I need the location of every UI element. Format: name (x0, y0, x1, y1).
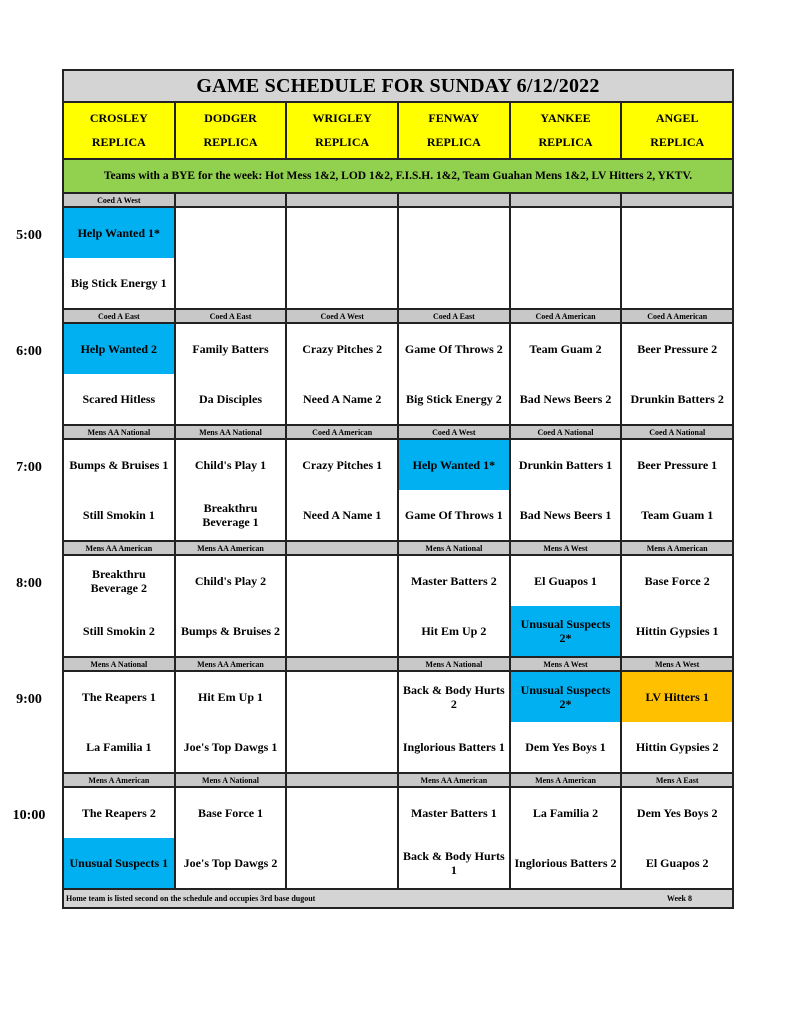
home-team: Team Guam 1 (641, 508, 714, 522)
game-cell (64, 208, 176, 308)
game-cell (287, 208, 399, 308)
time-label: 8:00 (16, 575, 42, 591)
away-team: Master Batters 1 (410, 806, 497, 820)
game-cell (287, 788, 399, 888)
time-slots (64, 194, 732, 890)
game-slot-row (64, 672, 732, 774)
away-team (287, 208, 397, 258)
field-header-angel (622, 103, 732, 158)
home-team-note: Home team is listed second on the schedule and occupies 3rd base dugout (66, 894, 316, 903)
game-cell (176, 324, 288, 424)
home-team: Unusual Suspects 1 (64, 838, 174, 888)
away-team: Crazy Pitches 1 (302, 458, 383, 472)
division-row (64, 658, 732, 672)
division-label (287, 774, 399, 786)
home-team (287, 838, 397, 888)
away-team: Base Force 2 (644, 574, 710, 588)
game-cell (287, 672, 399, 772)
division-label: Mens A West (655, 659, 700, 669)
division-label (176, 194, 288, 206)
game-cell (622, 208, 732, 308)
away-team (287, 788, 397, 838)
home-team: El Guapos 2 (645, 856, 709, 870)
game-cell (622, 440, 732, 540)
away-team: Child's Play 1 (194, 458, 267, 472)
field-name: ANGEL (655, 111, 699, 126)
division-label: Mens AA American (64, 542, 176, 554)
home-team: Inglorious Batters 2 (514, 856, 617, 870)
division-label: Mens A National (64, 658, 176, 670)
division-label: Mens AA American (399, 774, 511, 786)
home-team: Dem Yes Boys 1 (525, 740, 606, 754)
home-team (622, 258, 732, 308)
game-cell (511, 788, 623, 888)
game-cell (176, 672, 288, 772)
division-label: Mens A National (399, 542, 511, 554)
away-team: Bumps & Bruises 1 (69, 458, 169, 472)
away-team: The Reapers 2 (81, 806, 156, 820)
game-slot-row (64, 788, 732, 890)
game-cell (176, 440, 288, 540)
field-type: REPLICA (203, 134, 258, 149)
game-cell (399, 208, 511, 308)
home-team: Breakthru Beverage 1 (202, 501, 259, 529)
game-cell (511, 324, 623, 424)
away-team: Team Guam 2 (529, 342, 602, 356)
field-type: REPLICA (315, 134, 370, 149)
schedule-title: GAME SCHEDULE FOR SUNDAY 6/12/2022 (64, 71, 732, 103)
division-label: Coed A National (649, 427, 706, 437)
division-row (64, 310, 732, 324)
home-team: Unusual Suspects 2* (511, 606, 621, 656)
division-label (511, 194, 623, 206)
time-label: 7:00 (16, 459, 42, 475)
game-cell (287, 324, 399, 424)
game-cell (511, 440, 623, 540)
home-team: Back & Body Hurts 1 (403, 849, 505, 877)
away-team: Beer Pressure 2 (637, 342, 718, 356)
away-team: Child's Play 2 (194, 574, 267, 588)
division-label: Mens A American (511, 774, 623, 786)
home-team: Joe's Top Dawgs 1 (183, 740, 278, 754)
division-row (64, 542, 732, 556)
field-header-yankee (511, 103, 623, 158)
division-label: Coed A American (511, 310, 623, 322)
game-cell (64, 556, 176, 656)
away-team (287, 556, 397, 606)
home-team: Drunkin Batters 2 (630, 392, 724, 406)
game-cell (399, 324, 511, 424)
home-team: Hittin Gypsies 1 (635, 624, 719, 638)
field-header-fenway (399, 103, 511, 158)
division-label: Mens A National (176, 774, 288, 786)
division-label: Mens A National (399, 658, 511, 670)
division-label (287, 194, 399, 206)
division-label: Mens A American (646, 543, 708, 553)
division-label: Mens A West (511, 542, 623, 554)
division-label: Mens AA National (64, 426, 176, 438)
division-label: Coed A East (399, 310, 511, 322)
field-type: REPLICA (426, 134, 481, 149)
division-label: Coed A West (64, 194, 176, 206)
home-team (287, 606, 397, 656)
division-label: Coed A American (647, 311, 708, 321)
away-team: LV Hitters 1 (622, 672, 732, 722)
field-type: REPLICA (538, 134, 593, 149)
division-label (622, 194, 732, 206)
home-team: Game Of Throws 1 (404, 508, 503, 522)
division-label: Coed A East (176, 310, 288, 322)
away-team: Family Batters (192, 342, 269, 356)
time-label: 5:00 (16, 227, 42, 243)
away-team: Base Force 1 (197, 806, 264, 820)
division-label: Mens A West (511, 658, 623, 670)
game-cell (511, 556, 623, 656)
game-cell (399, 440, 511, 540)
game-slot-row (64, 440, 732, 542)
division-label: Mens A East (655, 775, 699, 785)
field-name: DODGER (204, 111, 257, 126)
division-label: Mens AA American (176, 658, 288, 670)
home-team: Joe's Top Dawgs 2 (183, 856, 278, 870)
home-team: Bad News Beers 1 (519, 508, 612, 522)
away-team (622, 208, 732, 258)
field-header-row (64, 103, 732, 160)
away-team: Breakthru Beverage 2 (90, 567, 147, 595)
division-row (64, 426, 732, 440)
home-team: Still Smokin 2 (82, 624, 155, 638)
home-team: Need A Name 2 (303, 392, 382, 406)
field-type: REPLICA (650, 134, 705, 149)
field-type: REPLICA (91, 134, 146, 149)
division-label: Coed A American (287, 426, 399, 438)
game-cell (64, 324, 176, 424)
field-header-wrigley (287, 103, 399, 158)
away-team: Help Wanted 1* (399, 440, 509, 490)
away-team: Help Wanted 2 (64, 324, 174, 374)
away-team: Help Wanted 1* (64, 208, 174, 258)
time-label: 9:00 (16, 691, 42, 707)
game-cell (64, 672, 176, 772)
field-header-crosley (64, 103, 176, 158)
division-label: Mens A American (64, 774, 176, 786)
game-cell (622, 556, 732, 656)
game-cell (622, 788, 732, 888)
game-cell (64, 440, 176, 540)
away-team: Game Of Throws 2 (404, 342, 503, 356)
division-label: Mens AA National (176, 426, 288, 438)
game-slot-row (64, 556, 732, 658)
game-cell (176, 788, 288, 888)
time-label: 6:00 (16, 343, 42, 359)
home-team: Hittin Gypsies 2 (635, 740, 719, 754)
game-cell (622, 324, 732, 424)
away-team: Back & Body Hurts 2 (403, 683, 505, 711)
home-team: La Familia 1 (86, 740, 152, 754)
home-team: Bad News Beers 2 (519, 392, 612, 406)
away-team: Dem Yes Boys 2 (636, 806, 718, 820)
home-team (176, 258, 286, 308)
away-team (511, 208, 621, 258)
division-label (287, 542, 399, 554)
home-team: Inglorious Batters 1 (402, 740, 505, 754)
game-cell (64, 788, 176, 888)
away-team: El Guapos 1 (534, 574, 597, 588)
home-team: Still Smokin 1 (82, 508, 155, 522)
game-cell (511, 208, 623, 308)
field-name: FENWAY (428, 111, 480, 126)
home-team: Need A Name 1 (303, 508, 382, 522)
week-label: Week 8 (666, 894, 692, 903)
home-team: Big Stick Energy 2 (406, 392, 502, 406)
footer-bar (64, 890, 732, 907)
division-row (64, 194, 732, 208)
division-label: Mens AA American (176, 542, 288, 554)
away-team: Drunkin Batters 1 (518, 458, 613, 472)
home-team: Scared Hitless (82, 392, 156, 406)
game-cell (622, 672, 732, 772)
game-slot-row (64, 208, 732, 310)
home-team: Big Stick Energy 1 (71, 276, 167, 290)
game-cell (176, 208, 288, 308)
field-name: YANKEE (540, 111, 591, 126)
schedule-table (62, 69, 734, 909)
home-team (287, 258, 397, 308)
division-label: Coed A East (64, 310, 176, 322)
home-team (511, 258, 621, 308)
bye-teams-banner: Teams with a BYE for the week: Hot Mess 1&2, LOD 1&2, F.I.S.H. 1&2, Team Guahan Mens 1&2, LV Hitters 2, YKTV. (64, 160, 732, 194)
game-cell (287, 440, 399, 540)
away-team: Crazy Pitches 2 (302, 342, 383, 356)
game-cell (511, 672, 623, 772)
game-cell (176, 556, 288, 656)
away-team: Master Batters 2 (410, 574, 497, 588)
away-team: Beer Pressure 1 (637, 458, 718, 472)
away-team: Hit Em Up 1 (198, 690, 264, 704)
division-label (287, 658, 399, 670)
away-team (399, 208, 509, 258)
away-team (287, 672, 397, 722)
away-team: Unusual Suspects 2* (511, 672, 621, 722)
field-name: WRIGLEY (312, 111, 372, 126)
division-label: Coed A West (287, 310, 399, 322)
division-label: Coed A West (399, 426, 511, 438)
home-team (287, 722, 397, 772)
away-team: La Familia 2 (532, 806, 599, 820)
division-label (399, 194, 511, 206)
home-team: Da Disciples (199, 392, 262, 406)
field-header-dodger (176, 103, 288, 158)
division-label: Coed A National (511, 426, 623, 438)
game-cell (399, 556, 511, 656)
division-row (64, 774, 732, 788)
away-team (176, 208, 286, 258)
time-label: 10:00 (12, 807, 46, 823)
home-team: Bumps & Bruises 2 (180, 624, 281, 638)
field-name: CROSLEY (89, 111, 148, 126)
game-cell (287, 556, 399, 656)
game-cell (399, 788, 511, 888)
home-team: Hit Em Up 2 (421, 624, 487, 638)
game-slot-row (64, 324, 732, 426)
away-team: The Reapers 1 (81, 690, 156, 704)
home-team (399, 258, 509, 308)
game-cell (399, 672, 511, 772)
